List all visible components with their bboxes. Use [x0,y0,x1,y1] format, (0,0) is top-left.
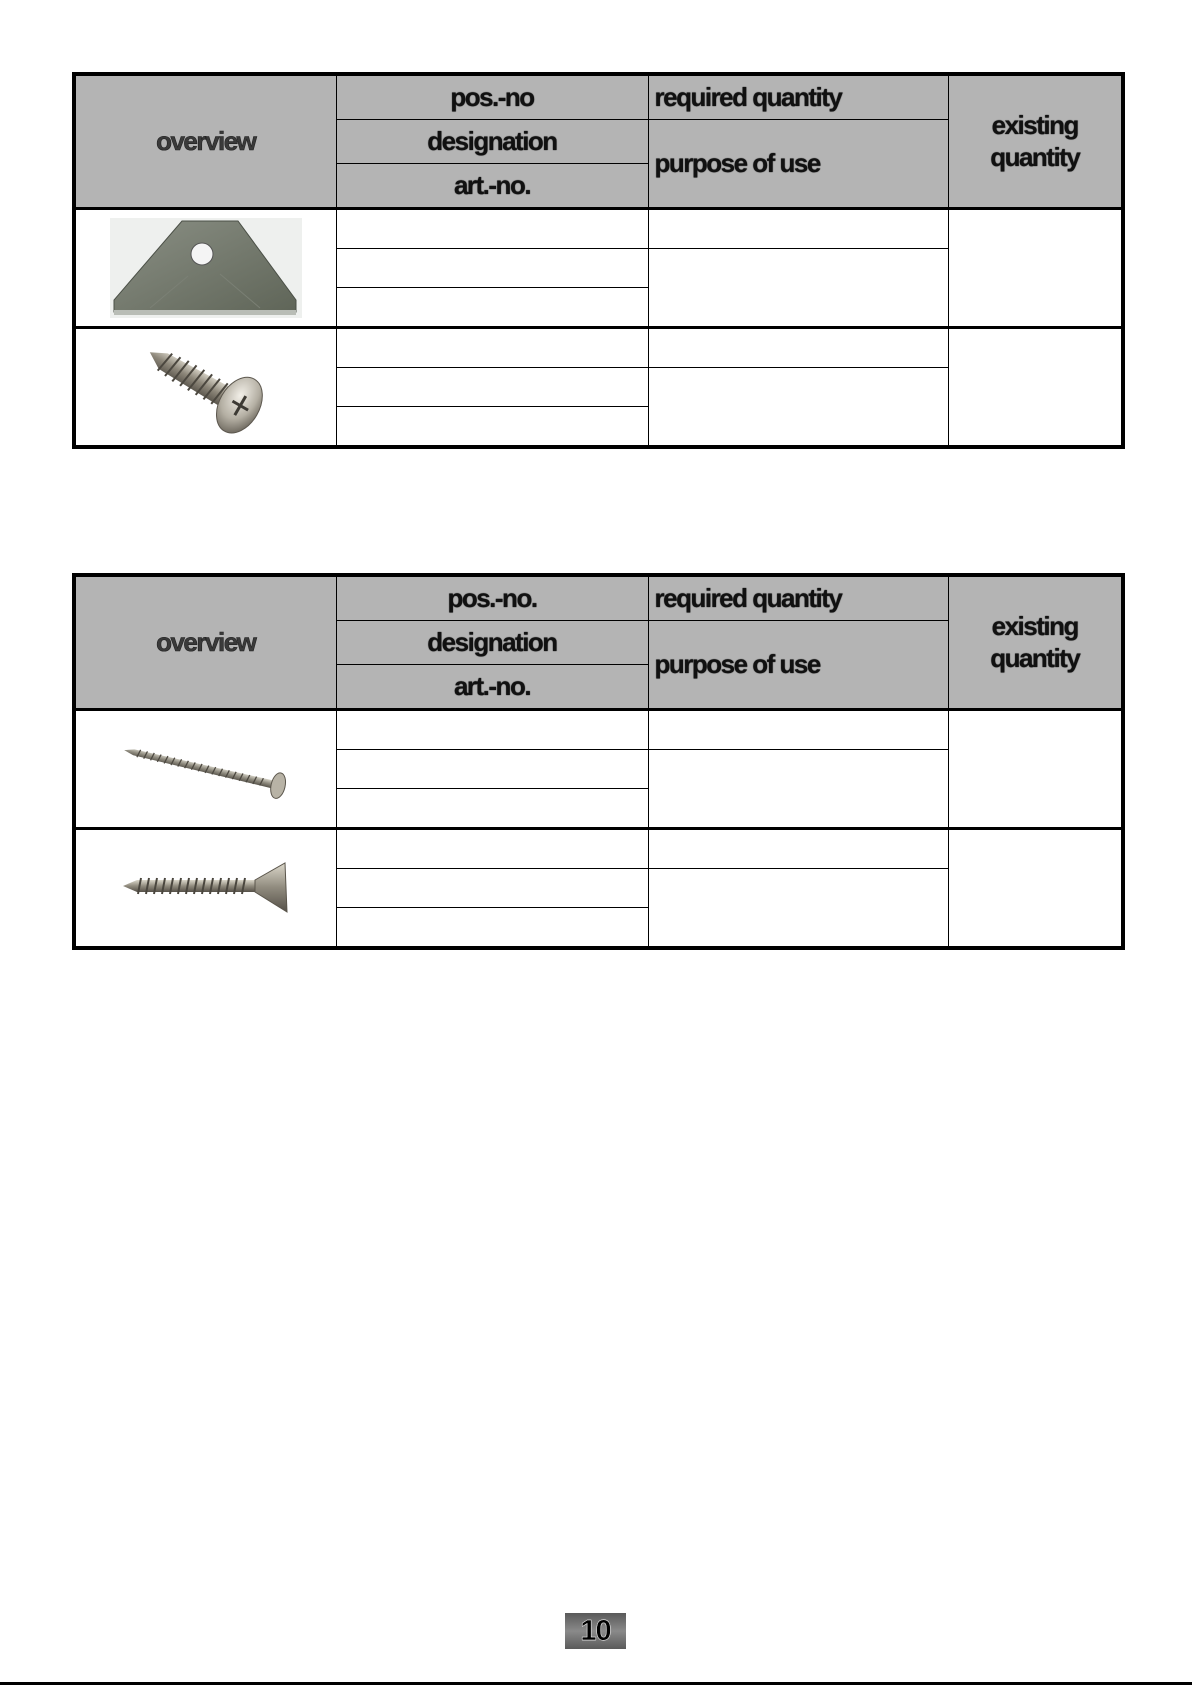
header-existing-quantity: existing quantity [948,575,1123,710]
required-quantity-cell [648,328,948,368]
page-number: 10 [565,1613,626,1649]
designation-cell [336,750,648,789]
header-existing-quantity: existing quantity [948,74,1123,209]
designation-cell [336,249,648,288]
header-pos-no: pos.-no [336,74,648,120]
purpose-of-use-cell [648,368,948,448]
pan-head-screw-icon [74,328,336,448]
header-required-quantity: required quantity [648,575,948,621]
parts-table-2 [72,573,1125,950]
parts-table-1 [72,72,1125,449]
header-purpose-of-use: purpose of use [648,120,948,209]
required-quantity-cell [648,209,948,249]
purpose-of-use-cell [648,750,948,829]
table-row [74,209,1123,249]
header-designation: designation [336,120,648,164]
pos-no-cell [336,829,648,869]
existing-quantity-cell [948,710,1123,829]
pos-no-cell [336,710,648,750]
countersunk-screw-icon [74,829,336,949]
header-overview: overview [74,575,336,710]
designation-cell [336,869,648,908]
purpose-of-use-cell [648,249,948,328]
table-row [74,328,1123,368]
triangular-metal-plate-icon [74,209,336,328]
header-art-no: art.-no. [336,164,648,209]
art-no-cell [336,407,648,448]
required-quantity-cell [648,829,948,869]
header-art-no: art.-no. [336,665,648,710]
long-thin-screw-icon [74,710,336,829]
purpose-of-use-cell [648,869,948,949]
pos-no-cell [336,209,648,249]
art-no-cell [336,908,648,949]
designation-cell [336,368,648,407]
header-pos-no: pos.-no. [336,575,648,621]
art-no-cell [336,288,648,328]
header-required-quantity: required quantity [648,74,948,120]
required-quantity-cell [648,710,948,750]
table-row [74,829,1123,869]
existing-quantity-cell [948,829,1123,949]
table-row [74,710,1123,750]
header-purpose-of-use: purpose of use [648,621,948,710]
pos-no-cell [336,328,648,368]
existing-quantity-cell [948,328,1123,448]
art-no-cell [336,789,648,829]
header-overview: overview [74,74,336,209]
header-designation: designation [336,621,648,665]
existing-quantity-cell [948,209,1123,328]
